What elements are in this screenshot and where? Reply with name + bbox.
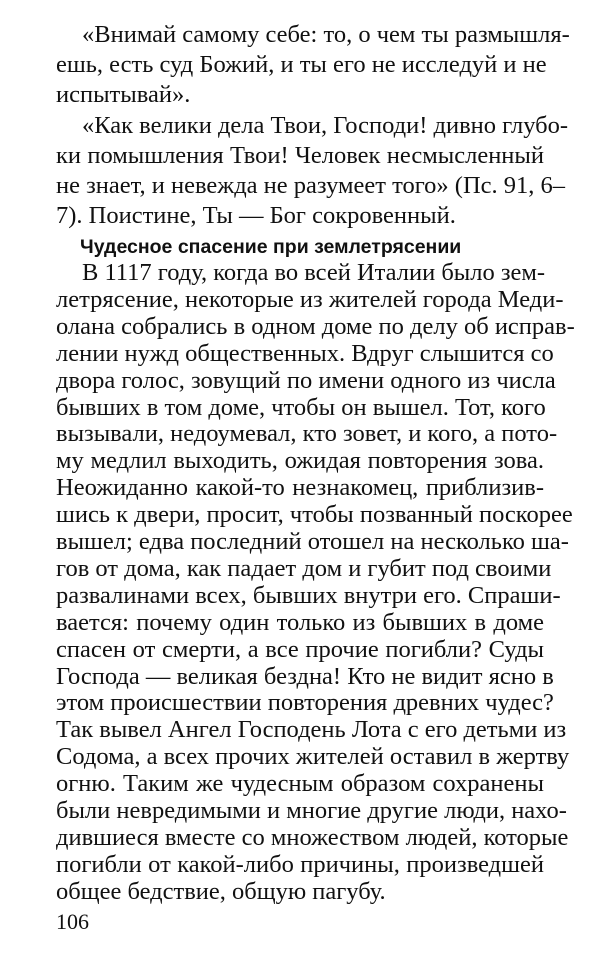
page-number: 106 (56, 909, 89, 934)
body-line: погибли от какой-либо причины, произведшей (56, 850, 544, 878)
body-line: вается: почему один только из бывших в доме (56, 608, 544, 636)
body-line: шись к двери, просит, чтобы позванный поскорее (56, 501, 573, 529)
quote2-line: 7). Поистине, Ты — Бог сокровенный. (56, 202, 456, 229)
body-line: лении нужд общественных. Вдруг слышится со (56, 339, 554, 367)
body-line: этом происшествии повторения древних чудес? (56, 689, 554, 717)
body-line: Так вывел Ангел Господень Лота с его детьми из (56, 716, 567, 744)
body-line: вызывали, недоумевал, кто зовет, и кого, а пото- (56, 420, 558, 448)
body-line: дившиеся вместе со множеством людей, которые (56, 823, 569, 851)
quote2-line: «Как велики дела Твои, Господи! дивно глубо- (82, 112, 568, 139)
body-line: В 1117 году, когда во всей Италии было зем- (82, 259, 546, 286)
quote2-line: не знает, и невежда не разумеет того» (Пс. 91, 6– (56, 172, 566, 199)
quote1-line: испытывай». (56, 81, 191, 108)
quote1-line: ешь, есть суд Божий, и ты его не исследуй и не (56, 51, 547, 78)
body-line: бывших в том доме, чтобы он вышел. Тот, кого (56, 393, 546, 421)
body-line: двора голос, зовущий по имени одного из числа (56, 366, 556, 394)
body-line: были невредимыми и многие другие люди, нахо- (56, 797, 567, 824)
body-line: Господа — великая бездна! Кто не видит ясно в (56, 662, 554, 690)
body-line: спасен от смерти, а все прочие погибли? Суды (56, 635, 544, 663)
body-line: летрясение, некоторые из жителей города Меди- (56, 285, 564, 313)
section-heading: Чудесное спасение при землетрясении (80, 236, 462, 258)
body-line: олана собрались в одном доме по делу об исправ- (56, 312, 575, 340)
body-line: вышел; едва последний отошел на несколько ша- (56, 528, 569, 555)
quote1-line: «Внимай самому себе: то, о чем ты размышля- (82, 21, 570, 48)
quote2-line: ки помышления Твои! Человек несмысленный (56, 142, 544, 169)
body-line: Содома, а всех прочих жителей оставил в жертву (56, 743, 570, 771)
body-line: Неожиданно какой-то незнакомец, приблизив- (56, 474, 544, 502)
body-line: гов от дома, как падает дом и губит под своими (56, 554, 552, 582)
body-line: му медлил выходить, ожидая повторения зова. (56, 447, 544, 475)
body-line: развалинами всех, бывших внутри его. Спраши- (56, 581, 561, 609)
body-line: общее бедствие, общую пагубу. (56, 877, 386, 905)
body-line: огню. Таким же чудесным образом сохранены (56, 770, 544, 798)
